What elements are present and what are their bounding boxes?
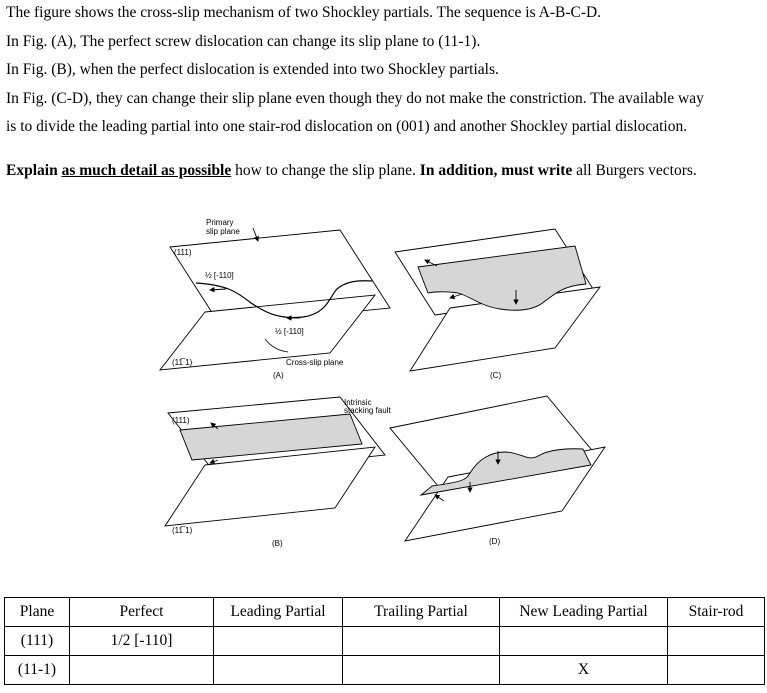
panel-b-sf-label-2: stacking fault — [344, 406, 391, 415]
panel-b-sf-label-1: Intrinsic — [344, 398, 372, 407]
panel-b-plane-top: (111) — [172, 416, 190, 425]
intro-line-1: The figure shows the cross-slip mechanism of two Shockley partials. The sequence is A-B-C-D. — [6, 4, 602, 21]
header-stair-rod: Stair-rod — [668, 598, 765, 627]
panel-a-cross-slip-label: Cross-slip plane — [286, 358, 344, 367]
cell-new-leading-partial — [500, 627, 668, 656]
table-row — [5, 627, 765, 656]
task-mid: how to change the slip plane. — [231, 162, 420, 179]
header-perfect: Perfect — [70, 598, 214, 627]
intro-line-3: In Fig. (B), when the perfect dislocation is extended into two Shockley partials. — [6, 61, 499, 78]
cell-plane: (111) — [5, 627, 70, 656]
panel-a-primary-label-1: Primary — [206, 218, 234, 227]
task-end: all Burgers vectors. — [572, 162, 697, 179]
cell-stair-rod — [668, 656, 765, 685]
panel-d-caption: (D) — [489, 537, 501, 546]
cell-trailing-partial — [343, 627, 500, 656]
panel-b-plane-bottom: (11̅ 1) — [172, 526, 193, 535]
panel-b-caption: (B) — [272, 539, 283, 548]
cell-leading-partial — [214, 627, 343, 656]
panel-a-plane-top: (111) — [174, 248, 192, 257]
intro-line-5: is to divide the leading partial into one stair-rod dislocation on (001) and another Shockley partial dislocation. — [6, 118, 688, 135]
cell-trailing-partial — [343, 656, 500, 685]
panel-c-caption: (C) — [490, 371, 502, 380]
table-row — [5, 656, 765, 685]
header-trailing-partial: Trailing Partial — [343, 598, 500, 627]
panel-a-burgers-2: ½ [-110] — [275, 327, 304, 336]
burgers-vector-table — [4, 597, 765, 685]
task-explain: Explain — [6, 162, 58, 179]
cell-perfect: 1/2 [-110] — [70, 627, 214, 656]
task-instruction — [6, 162, 697, 180]
cell-leading-partial — [214, 656, 343, 685]
panel-a-primary-label-2: slip plane — [206, 227, 240, 236]
task-addition: In addition, must write — [419, 162, 573, 179]
panel-c — [395, 229, 600, 371]
panel-a-plane-bottom: (11̅ 1) — [172, 358, 193, 367]
intro-line-4: In Fig. (C-D), they can change their slip plane even though they do not make the constriction. The available way — [6, 90, 704, 107]
panel-d — [390, 396, 605, 541]
panel-a — [160, 228, 390, 370]
cell-plane: (11-1) — [5, 656, 70, 685]
cell-stair-rod — [668, 627, 765, 656]
table-header-row — [5, 598, 765, 627]
header-plane: Plane — [5, 598, 70, 627]
cell-perfect — [70, 656, 214, 685]
header-leading-partial: Leading Partial — [214, 598, 343, 627]
cross-slip-figure — [0, 190, 767, 590]
panel-a-burgers-1: ½ [-110] — [205, 271, 234, 280]
panel-a-caption: (A) — [273, 371, 284, 380]
header-new-leading-partial: New Leading Partial — [500, 598, 668, 627]
intro-line-2: In Fig. (A), The perfect screw dislocation can change its slip plane to (11-1). — [6, 33, 481, 50]
cell-new-leading-partial: X — [500, 656, 668, 685]
panel-b — [165, 397, 385, 526]
task-detail: as much detail as possible — [61, 162, 232, 179]
